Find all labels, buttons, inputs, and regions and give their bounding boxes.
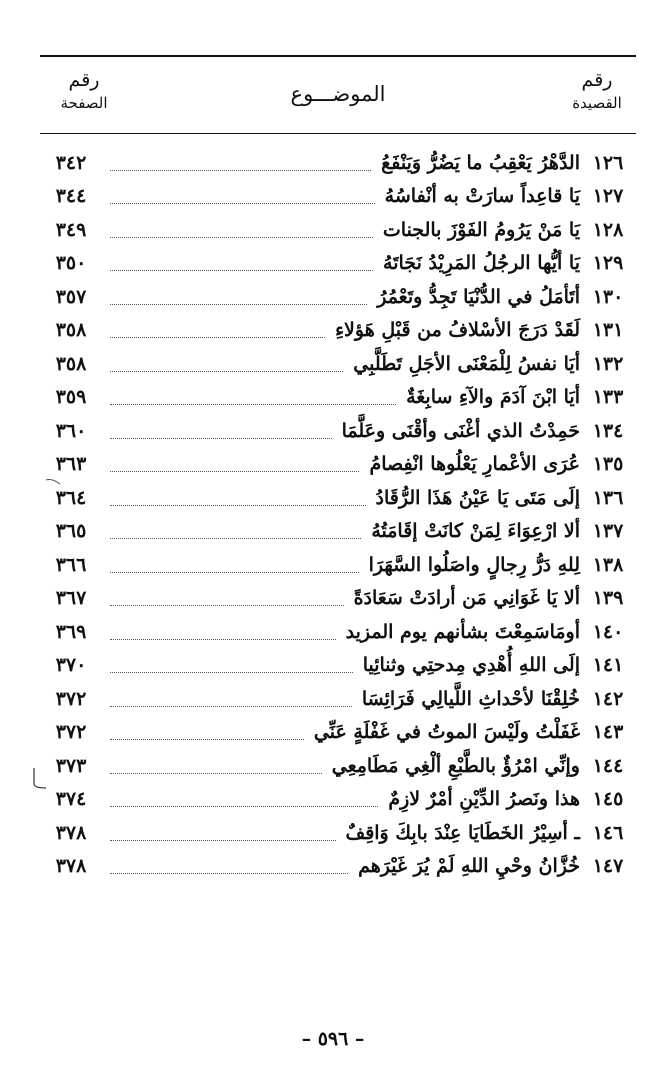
poem-number: ١٣٤ (592, 419, 624, 442)
poem-title: حَمِدْتُ الذي أغْنَى وأقْنَى وعَلَّمَا (341, 419, 580, 442)
list-item (40, 816, 636, 850)
list-item (40, 414, 636, 448)
dot-leader (110, 170, 371, 171)
page-number: ٣٦٧ (55, 587, 87, 610)
list-item (40, 582, 636, 616)
list-item (40, 381, 636, 415)
list-item (40, 280, 636, 314)
dot-leader (110, 404, 396, 405)
poem-number: ١٣١ (592, 319, 624, 342)
page-number: ٣٧٤ (55, 788, 87, 811)
poem-number: ١٤٣ (592, 721, 624, 744)
list-item (40, 850, 636, 884)
page-number: ٣٧٢ (55, 721, 87, 744)
poem-number: ١٢٦ (592, 151, 624, 174)
list-item (40, 615, 636, 649)
list-item (40, 146, 636, 180)
dot-leader (110, 672, 353, 673)
poem-title: يَا مَنْ يَرُومُ الفَوْزَ بالجنات (382, 218, 580, 241)
poem-number: ١٣٩ (592, 587, 624, 610)
list-item (40, 749, 636, 783)
page-number-header-top: رقم (68, 69, 100, 91)
poem-number: ١٤٥ (592, 788, 624, 811)
index-list (40, 146, 636, 883)
top-rule (40, 55, 636, 57)
dot-leader (110, 605, 344, 606)
dot-leader (110, 371, 343, 372)
dot-leader (110, 639, 336, 640)
poem-title: يَا قاعِداً سارَتْ به أنْفاسُهُ (384, 185, 580, 208)
poem-title: ألا يَا غَوَانِي مَن أرادَتْ سَعَادَةً (353, 587, 580, 610)
dot-leader (110, 237, 373, 238)
dot-leader (110, 840, 336, 841)
poem-title: وإنِّي امْرُؤٌ بالطَّبْعِ ألْغِي مَطَامِعِي (331, 754, 580, 777)
poem-number: ١٣٨ (592, 553, 624, 576)
poem-number: ١٢٧ (592, 185, 624, 208)
poem-title: لِلهِ دَرُّ رِجالٍ واصَلُوا السَّهَرَا (368, 553, 580, 576)
poem-number: ١٣٦ (592, 486, 624, 509)
poem-title: ـ أسِيْرُ الخَطَايَا عِنْدَ بابِكَ وَاقِفٌ (345, 821, 580, 844)
list-item (40, 515, 636, 549)
dot-leader (110, 438, 332, 439)
page-number: ٣٥٧ (55, 285, 87, 308)
poem-title: ألا ارْعِوَاءَ لِمَنْ كانَتْ إقَامَتُهُ (371, 520, 580, 543)
header-rule (40, 133, 636, 134)
list-item (40, 180, 636, 214)
dot-leader (110, 270, 373, 271)
list-item (40, 682, 636, 716)
poem-title: يَا أيُّها الرجُلُ المَرِيْدُ نَجَاتَهُ (383, 252, 580, 275)
poem-number: ١٣٣ (592, 386, 624, 409)
dot-leader (110, 505, 366, 506)
dot-leader (110, 773, 322, 774)
poem-number: ١٤٧ (592, 855, 624, 878)
table-header (40, 60, 636, 132)
page-number: ٣٤٤ (55, 185, 87, 208)
poem-title: إلَى مَتَى يَا عَيْنُ هَذَا الرُّقَادُ (375, 486, 580, 509)
poem-number: ١٤٢ (592, 687, 624, 710)
dot-leader (110, 471, 359, 472)
page-footer-number: – ٥٩٦ – (301, 1028, 365, 1050)
page-number: ٣٧٣ (55, 754, 87, 777)
poem-number: ١٢٨ (592, 218, 624, 241)
poem-number: ١٣٢ (592, 352, 624, 375)
dot-leader (110, 304, 367, 305)
dot-leader (110, 706, 352, 707)
dot-leader (110, 337, 325, 338)
page-number: ٣٤٢ (55, 151, 87, 174)
poem-number: ١٤٤ (592, 754, 624, 777)
poem-number: ١٣٠ (592, 285, 624, 308)
poem-number: ١٣٥ (592, 453, 624, 476)
poem-title: أومَاسَمِعْتَ بشأنهم يوم المزيد (345, 620, 580, 643)
poem-number: ١٢٩ (592, 252, 624, 275)
poem-title: الدَّهْرُ يَعْقِبُ ما يَضُرُّ وَيَنْفَعُ (381, 151, 580, 174)
poem-title: هذا ونَصرُ الدِّيْنِ أمْرٌ لازِمٌ (388, 788, 580, 811)
list-item (40, 548, 636, 582)
list-item (40, 649, 636, 683)
dot-leader (110, 572, 359, 573)
poem-title: أيَا نفسُ لِلْمَعْنَى الأجَلِ تَطَلَّبِي (353, 352, 580, 375)
margin-mark-icon (44, 476, 62, 490)
page-number: ٣٧٨ (55, 855, 87, 878)
margin-bracket-icon (30, 768, 50, 790)
page-number: ٣٧٢ (55, 687, 87, 710)
poem-title: إلَى اللهِ أُهْدِي مِدحتِي وثنائِيا (362, 654, 580, 677)
poem-number: ١٤٦ (592, 821, 624, 844)
page-number-header-bottom: الصفحة (60, 94, 108, 112)
dot-leader (110, 203, 375, 204)
page-number: ٣٥٨ (55, 352, 87, 375)
poem-number: ١٣٧ (592, 520, 624, 543)
poem-title: خُلِقْنَا لأحْداثِ اللَّيالِي فَرَائِسَا (361, 687, 580, 710)
dot-leader (110, 739, 304, 740)
list-item (40, 448, 636, 482)
dot-leader (110, 538, 361, 539)
poem-number: ١٤١ (592, 654, 624, 677)
page-number: ٣٧٠ (55, 654, 87, 677)
poem-title: خُزَّانُ وحْيِ اللهِ لَمْ يُرَ غَيْرَهم (358, 855, 580, 878)
poem-title: لَقَدْ دَرَجَ الأسْلافُ من قَبْلِ هَؤلاءِ (335, 319, 580, 342)
page-number: ٣٤٩ (55, 218, 87, 241)
page-number: ٣٦٩ (55, 620, 87, 643)
page-number: ٣٦٠ (55, 419, 87, 442)
poem-number: ١٤٠ (592, 620, 624, 643)
poem-title: أيَا ابْنَ آدَمَ والآءِ سابِغَةٌ (406, 386, 580, 409)
poem-number-header-top: رقم (581, 69, 613, 91)
page-number: ٣٦٤ (55, 486, 87, 509)
list-item (40, 783, 636, 817)
page-number: ٣٦٦ (55, 553, 87, 576)
page-number: ٣٦٥ (55, 520, 87, 543)
list-item (40, 347, 636, 381)
list-item (40, 716, 636, 750)
topic-header: الموضـــوع (290, 82, 386, 106)
list-item (40, 481, 636, 515)
list-item (40, 314, 636, 348)
page-number: ٣٥٠ (55, 252, 87, 275)
list-item (40, 213, 636, 247)
page-number: ٣٥٨ (55, 319, 87, 342)
page-number: ٣٧٨ (55, 821, 87, 844)
dot-leader (110, 806, 378, 807)
page-number-header (44, 68, 124, 114)
dot-leader (110, 873, 348, 874)
page-number: ٣٥٩ (55, 386, 87, 409)
poem-number-header-bottom: القصيدة (572, 94, 622, 112)
list-item (40, 247, 636, 281)
page-number: ٣٦٣ (55, 453, 87, 476)
poem-title: أتَأمَلُ في الدُّنْيَا تَجِدُّ وتَعْمُرُ (377, 285, 580, 308)
poem-title: غَفَلْتُ ولَيْسَ الموتُ في غَفْلَةٍ عَنِّي (313, 721, 580, 744)
poem-title: عُرَى الأعْمارِ يَعْلُوها انْفِصامُ (369, 453, 580, 476)
